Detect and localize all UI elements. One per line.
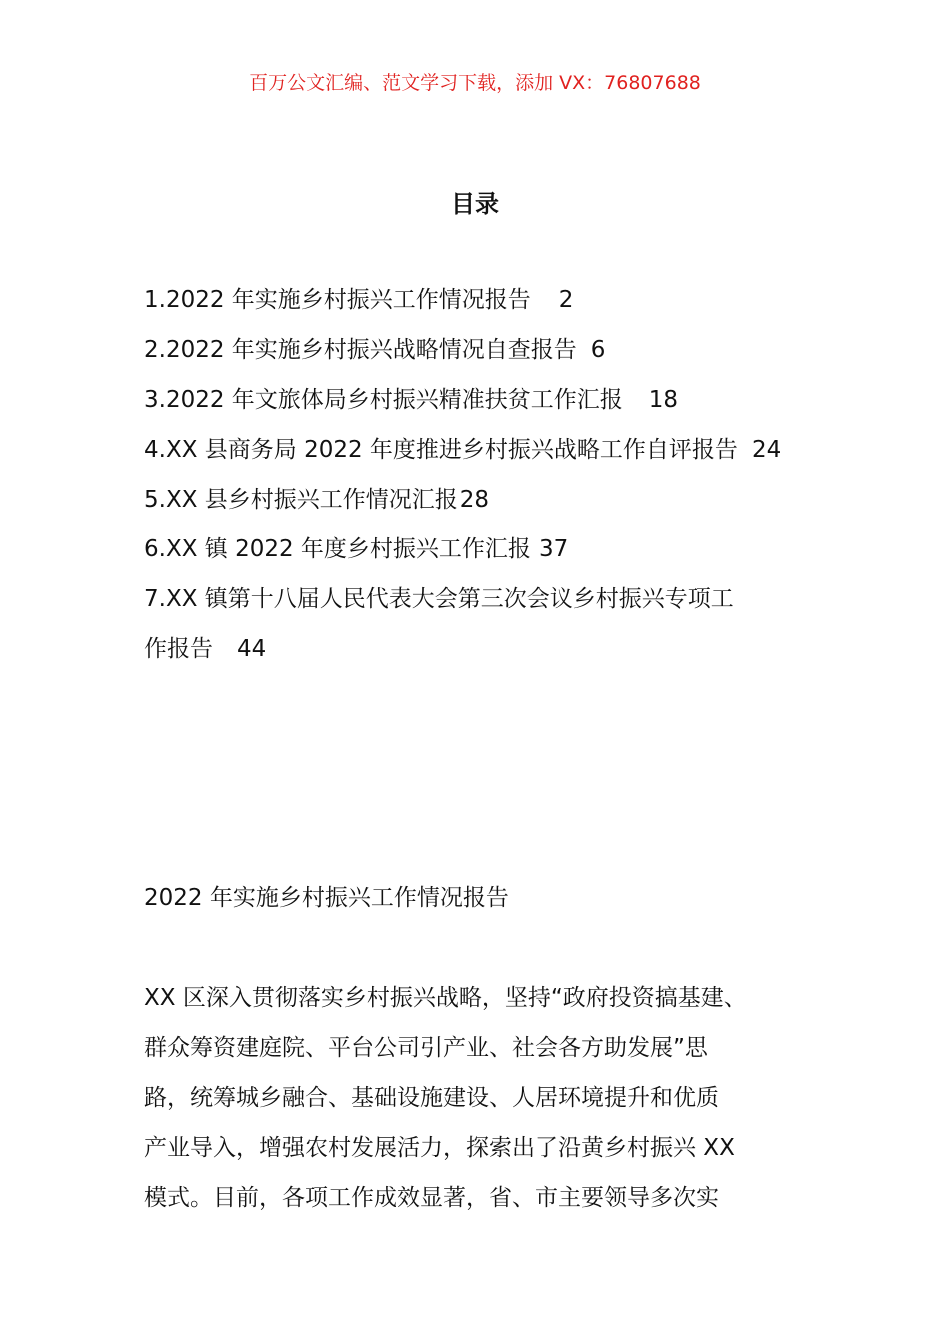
toc-item-page: 6 — [590, 337, 606, 363]
toc-item-text: 1.2022 年实施乡村振兴工作情况报告 — [144, 287, 531, 313]
toc-item[interactable] — [144, 485, 489, 515]
body-line: 模式。目前，各项工作成效显著，省、市主要领导多次实 — [144, 1185, 719, 1211]
toc-item-text: 2.2022 年实施乡村振兴战略情况自查报告 — [144, 337, 577, 363]
header-banner: 百万公文汇编、范文学习下载，添加 VX：76807688 — [249, 72, 701, 94]
toc-item-page: 28 — [459, 487, 490, 513]
toc-item-text: 7.XX 镇第十八届人民代表大会第三次会议乡村振兴专项工 — [144, 586, 734, 612]
article-title: 2022 年实施乡村振兴工作情况报告 — [144, 885, 509, 911]
toc-title: 目录 — [451, 190, 499, 218]
toc-item-text: 6.XX 镇 2022 年度乡村振兴工作汇报 — [144, 536, 531, 562]
toc-item-page: 18 — [648, 387, 679, 413]
toc-item-page: 24 — [751, 437, 782, 463]
toc-item[interactable] — [144, 534, 568, 564]
body-line: 路，统筹城乡融合、基础设施建设、人居环境提升和优质 — [144, 1085, 719, 1111]
body-line: 群众筹资建庭院、平台公司引产业、社会各方助发展”思 — [144, 1035, 708, 1061]
toc-item[interactable] — [144, 435, 781, 465]
toc-item-text: 4.XX 县商务局 2022 年度推进乡村振兴战略工作自评报告 — [144, 437, 738, 463]
toc-item-text: 5.XX 县乡村振兴工作情况汇报 — [144, 487, 458, 513]
body-line: 产业导入，增强农村发展活力，探索出了沿黄乡村振兴 XX — [144, 1135, 735, 1161]
toc-item[interactable] — [144, 584, 734, 614]
toc-item-page: 44 — [237, 636, 267, 662]
toc-item-page: 37 — [538, 536, 569, 562]
toc-item-continuation[interactable] — [144, 634, 266, 664]
toc-item[interactable] — [144, 285, 573, 315]
toc-item[interactable] — [144, 385, 678, 415]
body-line: XX 区深入贯彻落实乡村振兴战略，坚持“政府投资搞基建、 — [144, 985, 747, 1011]
toc-item[interactable] — [144, 335, 605, 365]
toc-item-text: 3.2022 年文旅体局乡村振兴精准扶贫工作汇报 — [144, 387, 623, 413]
toc-item-page: 2 — [558, 287, 574, 313]
toc-item-text: 作报告 — [144, 636, 213, 662]
